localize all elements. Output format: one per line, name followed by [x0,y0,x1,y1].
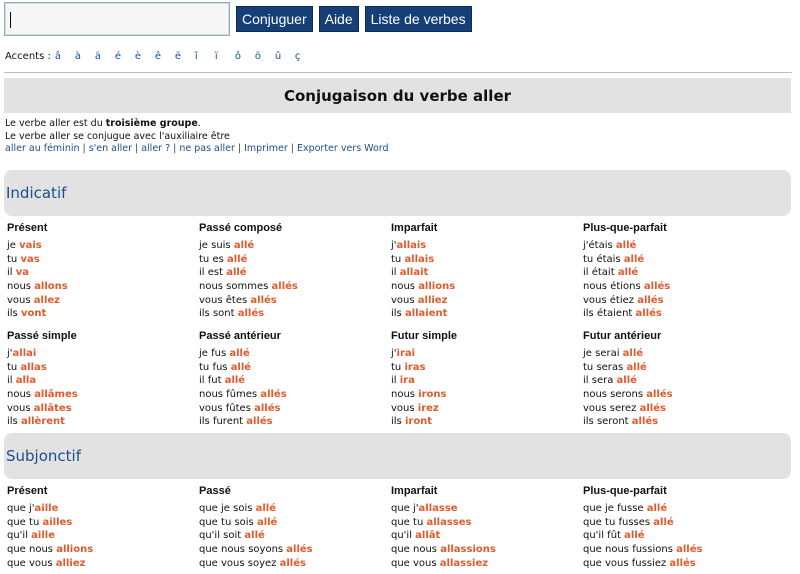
verb-form: allé [224,375,246,387]
conjugation-line [7,557,197,571]
verb-form: allés [271,281,298,293]
pronoun: ils seront [583,416,632,428]
conjugation-line [7,280,197,294]
tense-name: Plus-que-parfait [583,485,667,497]
verb-form: allés [279,557,306,569]
conjugation-line [583,280,773,294]
pronoun: je [7,240,20,251]
conjugation-line [391,402,581,416]
conjugation-line [7,361,197,375]
verb-form: allé [233,240,255,251]
pronoun: que tu [7,516,43,528]
accent-key[interactable]: ö [254,51,261,62]
verb-form: irez [417,402,439,414]
conjugation-line [199,294,389,308]
conjugation-line [583,502,773,516]
pronoun: ils étaient [583,308,636,320]
pronoun: que tu [391,516,427,528]
tense-name: Passé composé [199,222,283,234]
verb-form: allés [637,294,664,306]
mood-title: Indicatif [6,184,67,202]
link-pronominal[interactable]: s'en aller [88,143,133,154]
conjugation-line [199,266,389,280]
accents-bar [5,51,315,62]
conjugation-line [583,361,773,375]
pronoun: il [7,375,16,387]
tense-block [391,485,581,570]
conjugation-line [199,374,389,388]
pronoun: il [391,375,400,387]
group-name: troisième groupe [105,118,198,129]
pronoun: vous fûtes [199,402,255,414]
conjugation-line [7,347,197,361]
pronoun: ils sont [199,308,238,320]
verb-form: allassiez [439,557,489,569]
accent-key[interactable]: ç [294,51,301,62]
verb-form: allés [246,416,273,428]
tense-block [583,485,773,570]
conjugation-line [583,543,773,557]
pronoun: tu fus [199,361,231,373]
conjugation-line [7,307,197,321]
verb-links [5,143,389,156]
verb-form: allez [33,294,60,306]
pronoun: ils [391,308,405,320]
verb-form: allé [617,267,639,279]
pronoun: je serai [583,348,623,359]
pronoun: que vous fussiez [583,557,670,569]
text-caret [10,12,11,28]
pronoun: que j' [391,503,419,514]
accent-key[interactable]: û [274,51,282,62]
conjugation-line [583,388,773,402]
pronoun: que tu sois [199,516,257,528]
conjugation-line [391,294,581,308]
tense-block [199,485,389,570]
conjugation-line [583,239,773,253]
verb-form: alla [15,375,37,387]
conjugation-line [199,415,389,429]
verb-form: allés [669,557,696,569]
accent-key[interactable]: î [194,51,198,62]
tense-block [7,330,197,429]
verb-search-input[interactable] [4,2,230,36]
conjugation-line [7,388,197,402]
tense-block [7,222,197,321]
pronoun: tu [391,361,405,373]
conjugation-line [391,361,581,375]
conjugation-line [7,529,197,543]
verb-form: allâmes [34,389,78,401]
conjugation-line [583,266,773,280]
conjugation-line [199,388,389,402]
verb-form: allés [646,389,673,401]
accent-key[interactable]: ô [234,51,241,62]
link-separator: | [237,143,242,154]
tense-block [391,330,581,429]
verb-form: allé [626,361,647,373]
accents-label: Accents : [5,51,51,62]
page-title: Conjugaison du verbe aller [283,86,512,105]
pronoun: il [7,267,16,279]
pronoun: ils furent [199,416,247,428]
conjugation-line [199,543,389,557]
pronoun: que nous [391,544,441,556]
link-negatif[interactable]: ne pas aller [179,143,235,154]
pronoun: nous [7,389,35,401]
conjugation-line [391,239,581,253]
conjugation-line [391,502,581,516]
link-separator: | [173,143,177,154]
conjugation-line [7,374,197,388]
link-imprimer[interactable]: Imprimer [244,143,288,154]
accent-key[interactable]: ë [174,51,181,62]
conjugation-line [391,415,581,429]
pronoun: vous serez [583,402,640,414]
link-separator: | [135,143,139,154]
verb-form: allés [643,281,671,293]
conjugation-line [7,294,197,308]
conjugation-line [7,543,197,557]
verb-form: allés [286,544,313,556]
pronoun: j' [391,240,397,251]
verb-form: allé [226,253,248,265]
pronoun: qu'il [7,530,32,542]
pronoun: nous sommes [199,281,272,293]
pronoun: tu étais [583,253,624,265]
divider [4,72,792,73]
group-line [5,118,389,131]
pronoun: qu'il soit [199,530,245,542]
verb-form: allé [229,348,250,359]
conjugation-line [583,253,773,267]
tense-name: Plus-que-parfait [583,222,667,234]
pronoun: il sera [583,375,617,387]
pronoun: tu [7,253,21,265]
conjugation-line [199,347,389,361]
pronoun: que nous [7,544,57,556]
conjugation-line [7,502,197,516]
verb-form: allons [34,281,68,293]
conjugation-line [583,402,773,416]
pronoun: que je fusse [583,503,647,514]
tense-block [7,485,197,570]
pronoun: nous fûmes [199,389,261,401]
verb-form: aille [31,530,55,542]
group-text: Le verbe aller est du [5,118,106,129]
verb-form: allés [250,294,277,306]
accent-key[interactable]: é [114,51,121,62]
conjugation-line [583,307,773,321]
verb-form: allât [415,530,441,542]
pronoun: que j' [7,503,35,514]
conjugation-line [199,502,389,516]
conjugation-line [391,557,581,571]
toolbar [4,2,472,36]
verb-form: allâtes [33,402,72,414]
mood-title: Subjonctif [6,447,81,465]
link-separator: | [290,143,294,154]
verb-form: allés [631,416,659,428]
pronoun: que je sois [199,503,256,514]
pronoun: je fus [199,348,230,359]
conjugation-line [7,239,197,253]
conjuguer-button[interactable]: Conjuguer [236,6,313,32]
verb-info [5,118,389,156]
conjugation-line [583,294,773,308]
verb-form: allai [12,348,37,359]
pronoun: tu [391,253,405,265]
pronoun: tu [7,361,21,373]
verb-form: allaient [404,308,448,320]
conjugation-line [199,307,389,321]
pronoun: il est [199,267,227,279]
accent-key[interactable]: ï [214,51,218,62]
verb-form: va [15,267,30,279]
verb-form: iras [404,361,426,373]
verb-form: allés [260,389,287,401]
tense-name: Passé simple [7,330,77,342]
pronoun: vous [7,402,34,414]
tense-name: Futur simple [391,330,458,342]
pronoun: nous [7,281,35,293]
conjugation-line [7,253,197,267]
conjugation-line [391,280,581,294]
pronoun: j' [7,348,13,359]
verb-form: vais [19,240,42,251]
pronoun: que nous soyons [199,544,287,556]
verb-form: ailles [42,516,73,528]
conjugation-line [199,361,389,375]
conjugation-line [391,347,581,361]
verb-form: allas [20,361,47,373]
title-bar [4,78,791,113]
conjugation-line [199,516,389,530]
pronoun: ils [7,416,21,428]
tense-name: Présent [7,222,48,234]
conjugation-line [391,543,581,557]
tense-name: Passé [199,485,231,497]
pronoun: il [391,267,400,279]
pronoun: nous étions [583,281,644,293]
tense-block [199,222,389,321]
verb-form: allé [230,361,252,373]
conjugation-line [583,347,773,361]
conjugation-line [583,374,773,388]
verb-form: alliez [55,557,86,569]
verb-form: allions [418,281,456,293]
conjugation-line [199,280,389,294]
pronoun: j' [391,348,397,359]
group-period: . [197,118,201,129]
mood-header [4,170,791,216]
verb-form: ira [399,375,415,387]
pronoun: tu es [199,253,227,265]
pronoun: vous êtes [199,294,251,306]
pronoun: vous [391,402,418,414]
conjugation-line [583,516,773,530]
conjugation-line [199,529,389,543]
conjugation-line [391,516,581,530]
pronoun: vous [391,294,418,306]
link-separator: | [82,143,86,154]
pronoun: que nous fussions [583,544,677,556]
verb-form: allés [237,308,265,320]
conjugation-line [391,374,581,388]
verb-form: allés [676,544,703,556]
tense-block [391,222,581,321]
tense-name: Imparfait [391,485,438,497]
verb-form: vas [20,253,40,265]
conjugation-line [583,415,773,429]
verb-form: allé [653,516,674,528]
verb-form: irai [396,348,416,359]
accent-key[interactable]: ê [154,51,161,62]
conjugation-line [391,253,581,267]
verb-form: allais [396,240,427,251]
auxiliary-line: Le verbe aller se conjugue avec l'auxiliaire être [5,130,230,142]
conjugation-line [7,402,197,416]
verb-form: allé [616,375,637,387]
pronoun: nous serons [583,389,647,401]
conjugation-line [583,529,773,543]
conjugation-line [7,415,197,429]
conjugation-line [391,529,581,543]
pronoun: tu seras [583,361,627,373]
verb-form: allé [244,530,265,542]
tense-block [199,330,389,429]
tense-name: Imparfait [391,222,438,234]
liste-de-verbes-button[interactable]: Liste de verbes [365,6,472,32]
conjugation-line [7,266,197,280]
conjugation-line [391,266,581,280]
accent-key[interactable]: à [74,51,81,62]
pronoun: qu'il [391,530,416,542]
pronoun: je suis [199,240,234,251]
pronoun: il fut [199,375,225,387]
tense-name: Passé antérieur [199,330,281,342]
link-interrogatif[interactable]: aller ? [141,143,171,154]
conjugation-line [199,402,389,416]
verb-form: allais [404,253,435,265]
pronoun: vous étiez [583,294,638,306]
pronoun: il était [583,267,618,279]
verb-form: allés [254,402,281,414]
verb-form: vont [20,308,47,320]
verb-form: iront [404,416,433,428]
accent-key[interactable]: è [134,51,141,62]
pronoun: vous [7,294,34,306]
pronoun: ils [7,308,21,320]
aide-button[interactable]: Aide [319,6,359,32]
pronoun: que vous [7,557,56,569]
verb-form: allé [256,516,278,528]
pronoun: que vous soyez [199,557,280,569]
conjugation-line [199,557,389,571]
accent-key[interactable]: â [54,51,61,62]
verb-form: allèrent [20,416,65,428]
verb-form: allé [622,348,644,359]
verb-form: alliez [417,294,448,306]
link-exporter-word[interactable]: Exporter vers Word [296,143,389,154]
verb-form: allé [623,253,645,265]
tense-name: Futur antérieur [583,330,662,342]
conjugation-line [199,239,389,253]
pronoun: ils [391,416,405,428]
conjugation-line [391,307,581,321]
verb-form: allait [399,267,429,279]
tense-block [583,330,773,429]
pronoun: nous [391,389,419,401]
verb-form: allions [56,544,94,556]
pronoun: j'étais [583,240,616,251]
verb-form: aille [34,503,59,514]
mood-header [4,433,791,479]
verb-form: allés [639,402,666,414]
conjugation-line [199,253,389,267]
pronoun: que tu fusses [583,516,654,528]
tense-name: Présent [7,485,48,497]
verb-form: allasses [426,516,472,528]
pronoun: qu'il fût [583,530,625,542]
link-feminin[interactable]: aller au féminin [5,143,80,154]
verb-form: allassions [440,544,496,556]
tense-block [583,222,773,321]
pronoun: que vous [391,557,440,569]
accent-key[interactable]: ä [94,51,101,62]
verb-form: allé [255,503,277,514]
conjugation-line [7,516,197,530]
verb-form: allasse [418,503,458,514]
verb-form: allés [635,308,662,320]
verb-form: allé [226,267,247,279]
conjugation-line [391,388,581,402]
pronoun: nous [391,281,419,293]
conjugation-line [583,557,773,571]
verb-form: allé [615,240,637,251]
verb-form: irons [418,389,447,401]
verb-form: allé [624,530,645,542]
verb-form: allé [646,503,668,514]
